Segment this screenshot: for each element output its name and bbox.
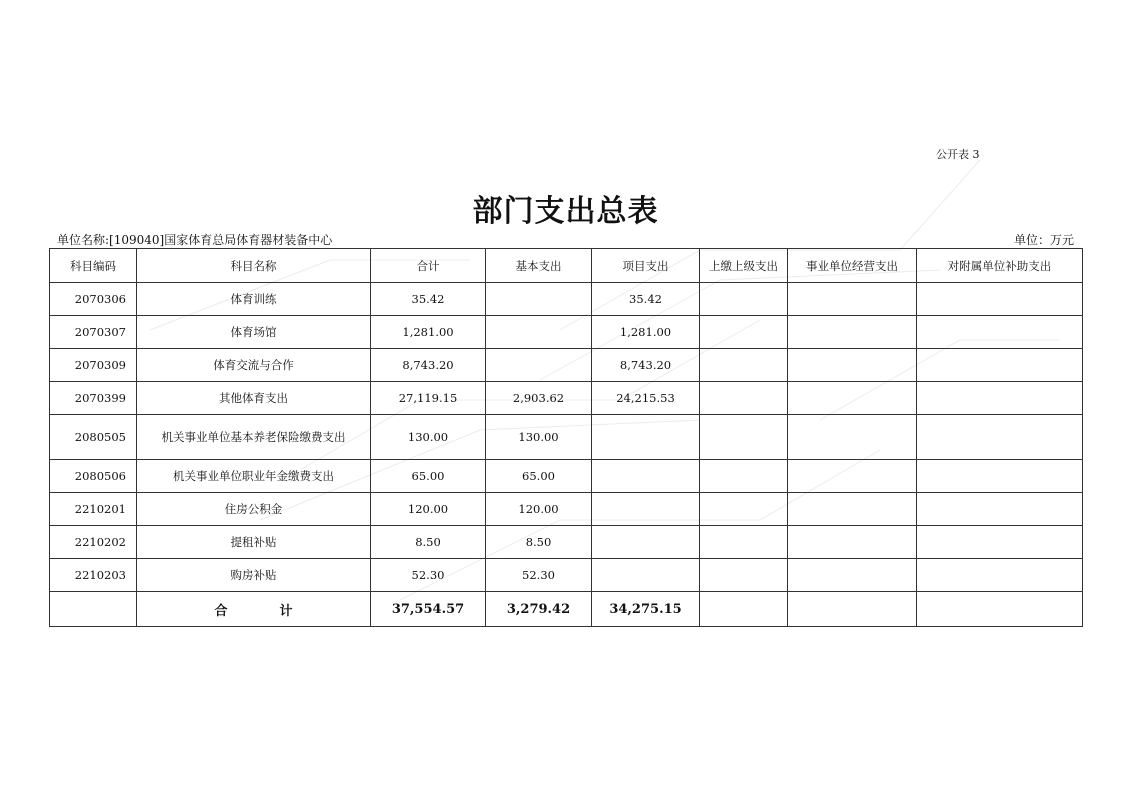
cell-name: 住房公积金 bbox=[137, 493, 371, 526]
organization-label: 单位名称:[109040]国家体育总局体育器材装备中心 bbox=[57, 233, 333, 247]
table-row bbox=[50, 415, 1083, 460]
cell-code: 2210203 bbox=[50, 559, 137, 592]
cell-remit bbox=[700, 559, 788, 592]
cell-remit bbox=[700, 283, 788, 316]
cell-code: 2210201 bbox=[50, 493, 137, 526]
cell-name: 提租补贴 bbox=[137, 526, 371, 559]
expenditure-table bbox=[49, 248, 1083, 627]
table-row bbox=[50, 316, 1083, 349]
cell-subsidy bbox=[917, 460, 1083, 493]
page-title: 部门支出总表 bbox=[472, 194, 659, 229]
cell-business bbox=[788, 559, 917, 592]
cell-total: 52.30 bbox=[371, 559, 486, 592]
header-basic-expenditure: 基本支出 bbox=[486, 249, 592, 283]
total-cell-project: 34,275.15 bbox=[592, 592, 700, 627]
cell-code: 2070399 bbox=[50, 382, 137, 415]
header-subsidiary-subsidy: 对附属单位补助支出 bbox=[917, 249, 1083, 283]
total-cell-total: 37,554.57 bbox=[371, 592, 486, 627]
form-code: 公开表 3 bbox=[936, 148, 980, 161]
cell-basic: 2,903.62 bbox=[486, 382, 592, 415]
cell-project: 24,215.53 bbox=[592, 382, 700, 415]
table-row bbox=[50, 526, 1083, 559]
table-row bbox=[50, 559, 1083, 592]
cell-project bbox=[592, 559, 700, 592]
cell-remit bbox=[700, 460, 788, 493]
cell-business bbox=[788, 316, 917, 349]
cell-remit bbox=[700, 382, 788, 415]
cell-subsidy bbox=[917, 493, 1083, 526]
cell-total: 130.00 bbox=[371, 415, 486, 460]
cell-business bbox=[788, 460, 917, 493]
cell-code: 2080505 bbox=[50, 415, 137, 460]
cell-remit bbox=[700, 493, 788, 526]
cell-basic bbox=[486, 316, 592, 349]
total-label: 合 计 bbox=[137, 592, 371, 627]
cell-code: 2070307 bbox=[50, 316, 137, 349]
total-cell-business bbox=[788, 592, 917, 627]
cell-total: 120.00 bbox=[371, 493, 486, 526]
cell-project: 35.42 bbox=[592, 283, 700, 316]
cell-name: 体育场馆 bbox=[137, 316, 371, 349]
header-business-operation: 事业单位经营支出 bbox=[788, 249, 917, 283]
header-total: 合计 bbox=[371, 249, 486, 283]
cell-project bbox=[592, 493, 700, 526]
table-total-row bbox=[50, 592, 1083, 627]
total-cell-basic: 3,279.42 bbox=[486, 592, 592, 627]
header-remit-superior: 上缴上级支出 bbox=[700, 249, 788, 283]
cell-total: 8.50 bbox=[371, 526, 486, 559]
cell-total: 8,743.20 bbox=[371, 349, 486, 382]
cell-remit bbox=[700, 526, 788, 559]
cell-project bbox=[592, 526, 700, 559]
cell-total: 27,119.15 bbox=[371, 382, 486, 415]
cell-name: 购房补贴 bbox=[137, 559, 371, 592]
header-project-expenditure: 项目支出 bbox=[592, 249, 700, 283]
cell-name: 其他体育支出 bbox=[137, 382, 371, 415]
cell-subsidy bbox=[917, 415, 1083, 460]
cell-business bbox=[788, 349, 917, 382]
cell-name: 体育训练 bbox=[137, 283, 371, 316]
cell-project bbox=[592, 415, 700, 460]
cell-name: 体育交流与合作 bbox=[137, 349, 371, 382]
cell-name: 机关事业单位职业年金缴费支出 bbox=[137, 460, 371, 493]
cell-subsidy bbox=[917, 526, 1083, 559]
cell-basic bbox=[486, 283, 592, 316]
cell-basic: 65.00 bbox=[486, 460, 592, 493]
cell-business bbox=[788, 493, 917, 526]
cell-code: 2070306 bbox=[50, 283, 137, 316]
cell-total: 35.42 bbox=[371, 283, 486, 316]
cell-subsidy bbox=[917, 559, 1083, 592]
cell-subsidy bbox=[917, 316, 1083, 349]
total-cell-code bbox=[50, 592, 137, 627]
cell-project bbox=[592, 460, 700, 493]
table-row bbox=[50, 460, 1083, 493]
cell-code: 2080506 bbox=[50, 460, 137, 493]
cell-basic: 130.00 bbox=[486, 415, 592, 460]
cell-business bbox=[788, 526, 917, 559]
table-row bbox=[50, 493, 1083, 526]
cell-business bbox=[788, 382, 917, 415]
cell-code: 2210202 bbox=[50, 526, 137, 559]
cell-remit bbox=[700, 349, 788, 382]
cell-basic: 52.30 bbox=[486, 559, 592, 592]
total-cell-subsidy bbox=[917, 592, 1083, 627]
cell-remit bbox=[700, 316, 788, 349]
table-row bbox=[50, 283, 1083, 316]
cell-business bbox=[788, 415, 917, 460]
cell-subsidy bbox=[917, 382, 1083, 415]
cell-subsidy bbox=[917, 283, 1083, 316]
unit-label: 单位：万元 bbox=[1014, 233, 1075, 247]
cell-project: 8,743.20 bbox=[592, 349, 700, 382]
cell-basic: 8.50 bbox=[486, 526, 592, 559]
cell-code: 2070309 bbox=[50, 349, 137, 382]
cell-name: 机关事业单位基本养老保险缴费支出 bbox=[137, 415, 371, 460]
cell-total: 1,281.00 bbox=[371, 316, 486, 349]
header-subject-name: 科目名称 bbox=[137, 249, 371, 283]
cell-basic: 120.00 bbox=[486, 493, 592, 526]
cell-remit bbox=[700, 415, 788, 460]
cell-subsidy bbox=[917, 349, 1083, 382]
cell-total: 65.00 bbox=[371, 460, 486, 493]
table-row bbox=[50, 349, 1083, 382]
header-subject-code: 科目编码 bbox=[50, 249, 137, 283]
cell-basic bbox=[486, 349, 592, 382]
cell-business bbox=[788, 283, 917, 316]
table-header-row bbox=[50, 249, 1083, 283]
table-row bbox=[50, 382, 1083, 415]
cell-project: 1,281.00 bbox=[592, 316, 700, 349]
total-cell-remit bbox=[700, 592, 788, 627]
